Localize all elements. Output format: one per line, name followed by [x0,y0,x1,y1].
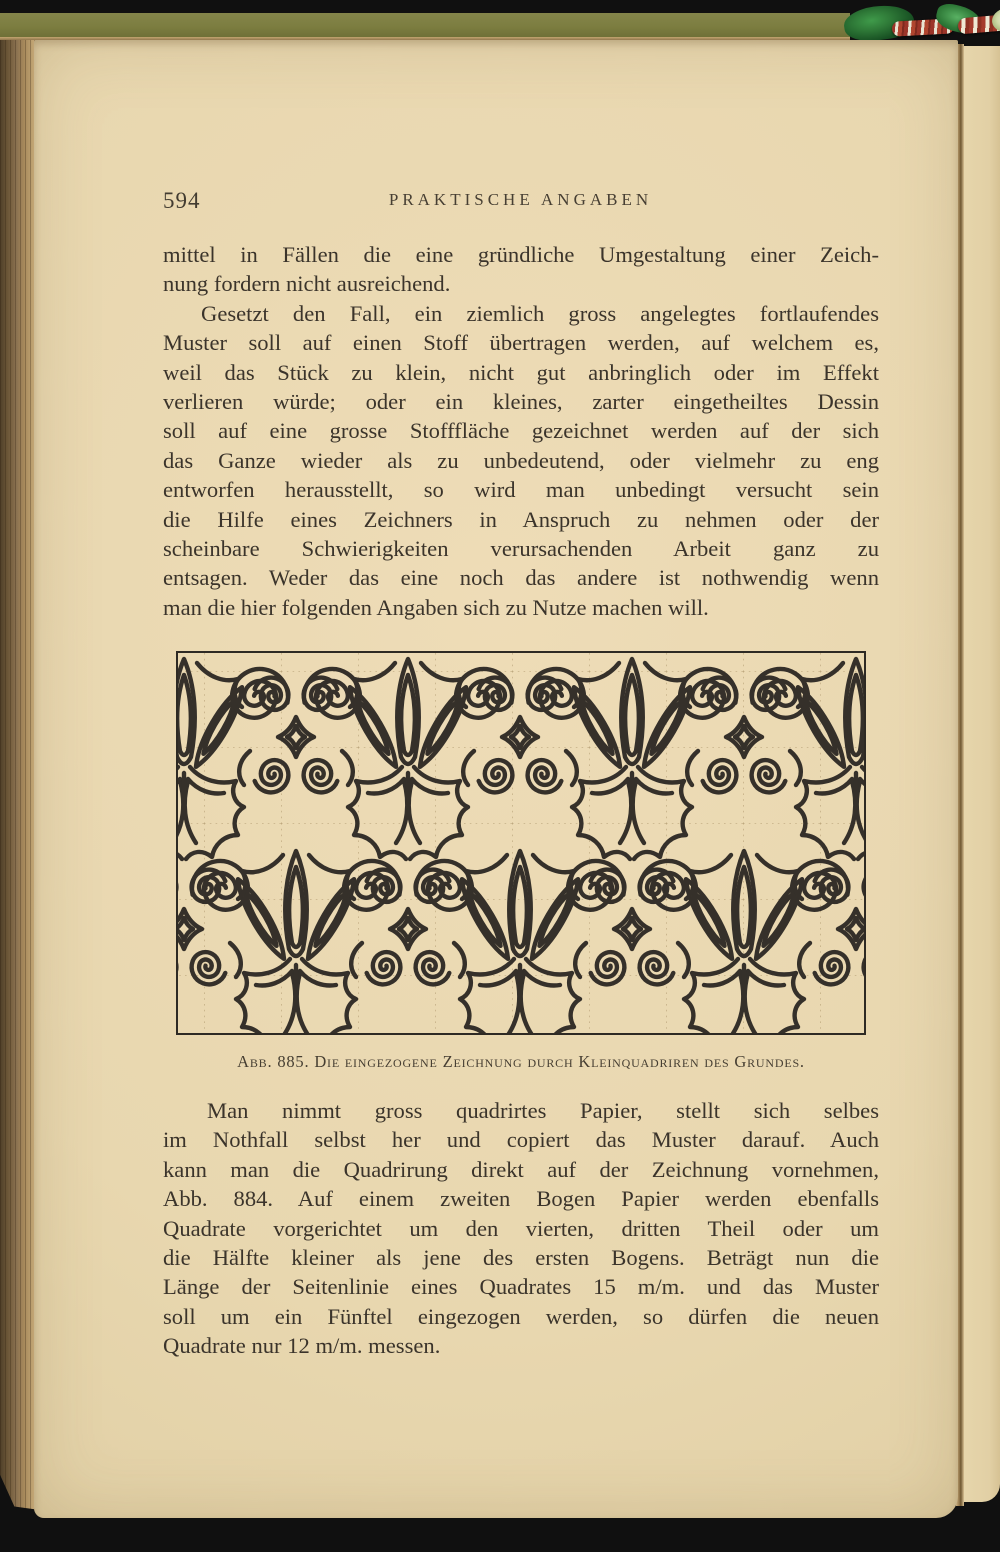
text-line: weil das Stück zu klein, nicht gut anbringlich oder im Effekt [163,359,879,385]
page-block-left-edge [0,40,34,1512]
running-header-title: PRAKTISCHE ANGABEN [388,190,653,209]
text-line: Quadrate vorgerichtet um den vierten, dritten Theil oder um [163,1215,879,1241]
paragraph [163,1096,879,1361]
text-line: Gesetzt den Fall, ein ziemlich gross angelegtes fortlaufendes [201,300,879,326]
text-line: nung fordern nicht ausreichend. [163,271,451,297]
text-line: mittel in Fällen die eine gründliche Umgestaltung einer Zeich- [163,242,879,267]
text-line: scheinbare Schwierigkeiten verursachenden Arbeit ganz zu [163,536,879,562]
text-line: Abb. 884. Auf einem zweiten Bogen Papier werden ebenfalls [163,1186,879,1212]
text-line: entworfen herausstellt, so wird man unbedingt versucht sein [163,477,879,503]
text-line: verlieren würde; oder ein kleines, zarter eingetheiltes Dessin [163,389,879,415]
text-line: soll auf eine grosse Stofffläche gezeichnet werden auf der sich [163,418,879,444]
running-head [163,188,878,218]
paragraph [163,299,879,622]
figure-abb-885 [176,651,866,1035]
text-line: die Hilfe eines Zeichners in Anspruch zu nehmen oder der [163,506,879,532]
text-line: man die hier folgenden Angaben sich zu Nutze machen will. [163,594,709,620]
page-number: 594 [163,188,201,213]
body-text-upper [163,240,879,622]
text-line: soll um ein Fünftel eingezogen werden, so dürfen die neuen [163,1303,879,1329]
text-line: Man nimmt gross quadrirtes Papier, stellt sich selbes [207,1098,879,1123]
ornament-pattern-drawing [176,651,866,1035]
text-line: entsagen. Weder das eine noch das andere ist nothwendig wenn [163,565,879,591]
text-line: die Hälfte kleiner als jene des ersten Bogens. Beträgt nun die [163,1245,879,1271]
paragraph [163,240,879,299]
next-page-edge [964,46,1000,1502]
body-text-lower [163,1096,879,1361]
text-line: Muster soll auf einen Stoff übertragen werden, auf welchem es, [163,330,879,356]
text-line: das Ganze wieder als zu unbedeutend, oder vielmehr zu eng [163,447,879,473]
text-line: Länge der Seitenlinie eines Quadrates 15 m/m. und das Muster [163,1274,879,1300]
background-bottom [0,1518,1000,1552]
text-line: kann man die Quadrirung direkt auf der Zeichnung vornehmen, [163,1156,879,1182]
text-line: Quadrate nur 12 m/m. messen. [163,1333,441,1359]
book-page [34,40,958,1518]
figure-caption: Abb. 885. Die eingezogene Zeichnung durch Kleinquadriren des Grundes. [237,1052,805,1071]
text-line: im Nothfall selbst her und copiert das Muster darauf. Auch [163,1127,879,1153]
